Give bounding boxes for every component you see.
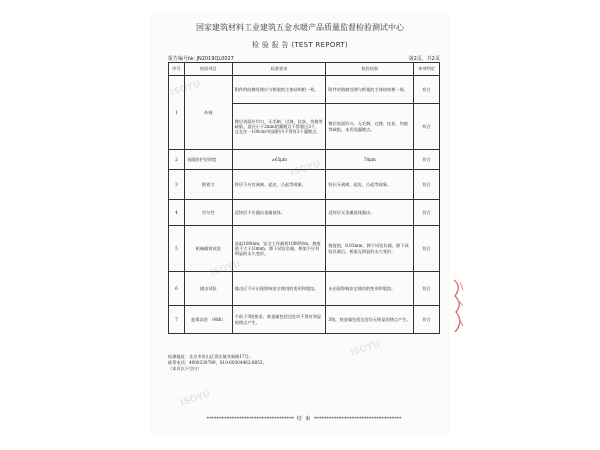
watermark: ISOYU [169,79,202,99]
row-verdict: 符合 [414,150,440,170]
table-row [169,76,440,104]
row-result: 镀层表面均匀、无毛刺、过烧、挂灰、伤痕等缺陷，未发现漏镀点。 [326,104,414,150]
row-verdict: 符合 [414,226,440,272]
col-header-no: 序号 [169,63,185,76]
row-requirement: 不低于3级要求，底金属包括边处均不得有明显的锈点产生。 [232,306,326,334]
table-row [169,150,440,170]
end-dots-right: *********************************** [313,416,402,422]
row-requirement: 浸锌层不应露出金属基体。 [232,200,326,226]
table-row [169,226,440,272]
row-no: 7 [169,306,185,334]
page-number: 第2页，共2页 [408,56,440,62]
seal-stamp-fragment [452,276,466,336]
end-line [168,415,440,422]
blank-note: （本页以下空白） [168,366,202,371]
row-result: 锌层无剥离、起皮、凸起等现象。 [326,170,414,200]
row-result: 78μm [326,150,414,170]
test-address: 检测地址：北京市房山区窦店镇亚新路17号。 [168,354,253,359]
row-requirement: 锌层不应有剥离、起皮、凸起等现象。 [232,170,326,200]
row-verdict: 符合 [414,200,440,226]
row-result: 未出现影响安全使用的变形和裂纹。 [326,272,414,306]
row-no: 1 [169,76,185,150]
row-requirement: 撞击后不应出现影响安全使用的变形和裂纹。 [232,272,326,306]
report-title: 国家建筑材料工业建筑五金水暖产品质量监督检验测试中心 [196,23,404,32]
row-item: 均匀性 [184,200,232,226]
row-result: 浸锌层无金属基体露出。 [326,200,414,226]
row-item: 撞击试验 [184,272,232,306]
row-item: 机械载荷试验 [184,226,232,272]
row-no: 4 [169,200,185,226]
report-number: 报告编号№: JN2019QL0027 [168,56,234,62]
watermark: ISOYU [349,339,382,359]
row-verdict: 符合 [414,76,440,104]
table-row [169,272,440,306]
row-item: 附着力 [184,170,232,200]
table-row [169,200,440,226]
row-no: 2 [169,150,185,170]
row-item: 外观 [184,76,232,150]
row-verdict: 符合 [414,306,440,334]
col-header-verdict: 单项判定 [414,63,440,76]
contact-phone: 联系电话：4000330789，010-60304462-8053。 [168,360,267,365]
row-requirement: 镀层表面应均匀、无毛刺、过烧、挂灰、伤痕等缺陷，直径小于2mm的漏镀点不得超过3个，且在任一100cm²的面积内不得有2个漏镀点。 [232,104,326,150]
col-header-item: 检验项目 [184,63,232,76]
row-verdict: 符合 [414,170,440,200]
notes-block [168,354,440,372]
row-verdict: 符合 [414,104,440,150]
row-result: 3级，底金属包括边处均无明显的锈点产生。 [326,306,414,334]
row-no: 6 [169,272,185,306]
end-dots-left: *********************************** [206,416,295,422]
report-page [150,14,450,436]
watermark: ISOYU [179,389,212,409]
results-table [168,62,440,334]
row-result: 附件的防腐处理与桥架的主体结构相一致。 [326,76,414,104]
col-header-result: 检验结果 [326,63,414,76]
row-requirement: 选取100mm，安全工作载荷1000N/m，挠度值不大于10mm，卸下试验负载，桥架不应有明显的永久变形。 [232,226,326,272]
report-subtitle: 检 验 报 告 (TEST REPORT) [252,41,348,49]
table-row [169,306,440,334]
table-row [169,170,440,200]
row-item: 盐雾试验 （48h） [184,306,232,334]
row-requirement: 附件的防腐处理应与桥架的主体结构相一致。 [232,76,326,104]
table-header-row [169,63,440,76]
watermark: ISOYU [289,159,322,179]
row-item: 表面防护层厚度 [184,150,232,170]
watermark: ISOYU [209,259,242,279]
row-result: 挠度值，8.03mm，卸下试验负载，卸下试验负载后，桥架无明显的永久变形。 [326,226,414,272]
row-verdict: 符合 [414,272,440,306]
col-header-requirement: 标准要求 [232,63,326,76]
end-label: 结 束 [296,416,312,422]
row-requirement: ≥65μm [232,150,326,170]
row-no: 5 [169,226,185,272]
row-no: 3 [169,170,185,200]
